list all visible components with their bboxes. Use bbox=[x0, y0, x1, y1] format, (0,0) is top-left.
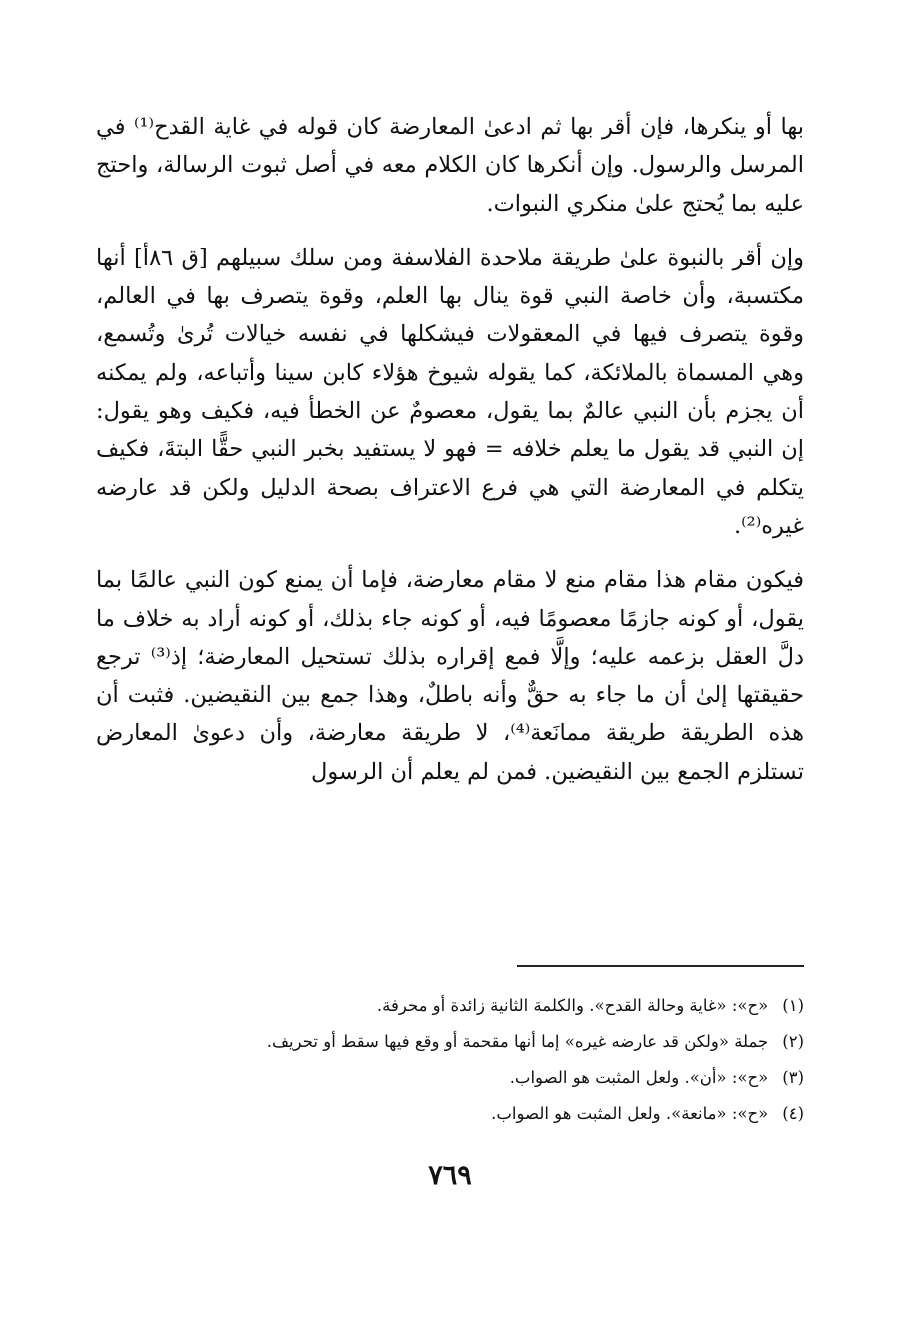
footnote-1 bbox=[96, 988, 804, 1024]
main-text bbox=[96, 108, 804, 791]
footnote-text: «ح»: «مانعة». ولعل المثبت هو الصواب. bbox=[491, 1104, 769, 1123]
footnote-separator bbox=[517, 965, 804, 967]
footnote-number: (٣) bbox=[782, 1068, 804, 1087]
page-number: ٧٦٩ bbox=[428, 1160, 472, 1191]
footnote-text: جملة «ولكن قد عارضه غيره» إما أنها مقحمة أو وقع فيها سقط أو تحريف. bbox=[266, 1032, 769, 1051]
footnote-number: (٢) bbox=[782, 1032, 804, 1051]
footnote-text: «ح»: «أن». ولعل المثبت هو الصواب. bbox=[509, 1068, 769, 1087]
footnotes bbox=[96, 988, 804, 1132]
paragraph-1: بها أو ينكرها، فإن أقر بها ثم ادعىٰ المعارضة كان قوله في غاية القدح⁽¹⁾ في المرسل والرسول. وإن أنكرها كان الكلام معه في أصل ثبوت الرسالة، واحتج عليه بما يُحتج علىٰ منكري النبوات. bbox=[96, 114, 804, 217]
footnote-number: (١) bbox=[782, 996, 804, 1015]
footnote-4 bbox=[96, 1096, 804, 1132]
footnote-3 bbox=[96, 1060, 804, 1096]
footnote-2 bbox=[96, 1024, 804, 1060]
paragraph-2: وإن أقر بالنبوة علىٰ طريقة ملاحدة الفلاسفة ومن سلك سبيلهم [ق ٨٦أ] أنها مكتسبة، وأن خاصة النبي قوة ينال بها العلم، وقوة يتصرف بها في العالم، وقوة يتصرف فيها في المعقولات فيشكلها في نفسه خيالات تُرىٰ وتُسمع، وهي المسماة بالملائكة، كما يقوله شيوخ هؤلاء كابن سينا وأتباعه، ولم يمكنه أن يجزم بأن النبي عالمٌ بما يقول، معصومٌ عن الخطأ فيه، فكيف وهو يقول: إن النبي قد يقول ما يعلم خلافه = فهو لا يستفيد بخبر النبي حقًّا البتةَ، فكيف يتكلم في المعارضة التي هي فرع الاعتراف بصحة الدليل ولكن قد عارضه غيره⁽²⁾. bbox=[96, 244, 805, 539]
footnote-number: (٤) bbox=[782, 1104, 804, 1123]
footnote-text: «ح»: «غاية وحالة القدح». والكلمة الثانية زائدة أو محرفة. bbox=[376, 996, 769, 1015]
paragraph-3: فيكون مقام هذا مقام منع لا مقام معارضة، فإما أن يمنع كون النبي عالمًا بما يقول، أو كونه جازمًا معصومًا فيه، أو كونه جاء بذلك، أو كونه أراد به خلاف ما دلَّ العقل بزعمه عليه؛ وإلَّا فمع إقراره بذلك تستحيل المعارضة؛ إذ⁽³⁾ ترجع حقيقتها إلىٰ أن ما جاء به حقٌّ وأنه باطلٌ، وهذا جمع بين النقيضين. فثبت أن هذه الطريقة طريقة ممانَعة⁽⁴⁾، لا طريقة معارضة، وأن دعوىٰ المعارض تستلزم الجمع بين النقيضين. فمن لم يعلم أن الرسول bbox=[96, 567, 804, 785]
